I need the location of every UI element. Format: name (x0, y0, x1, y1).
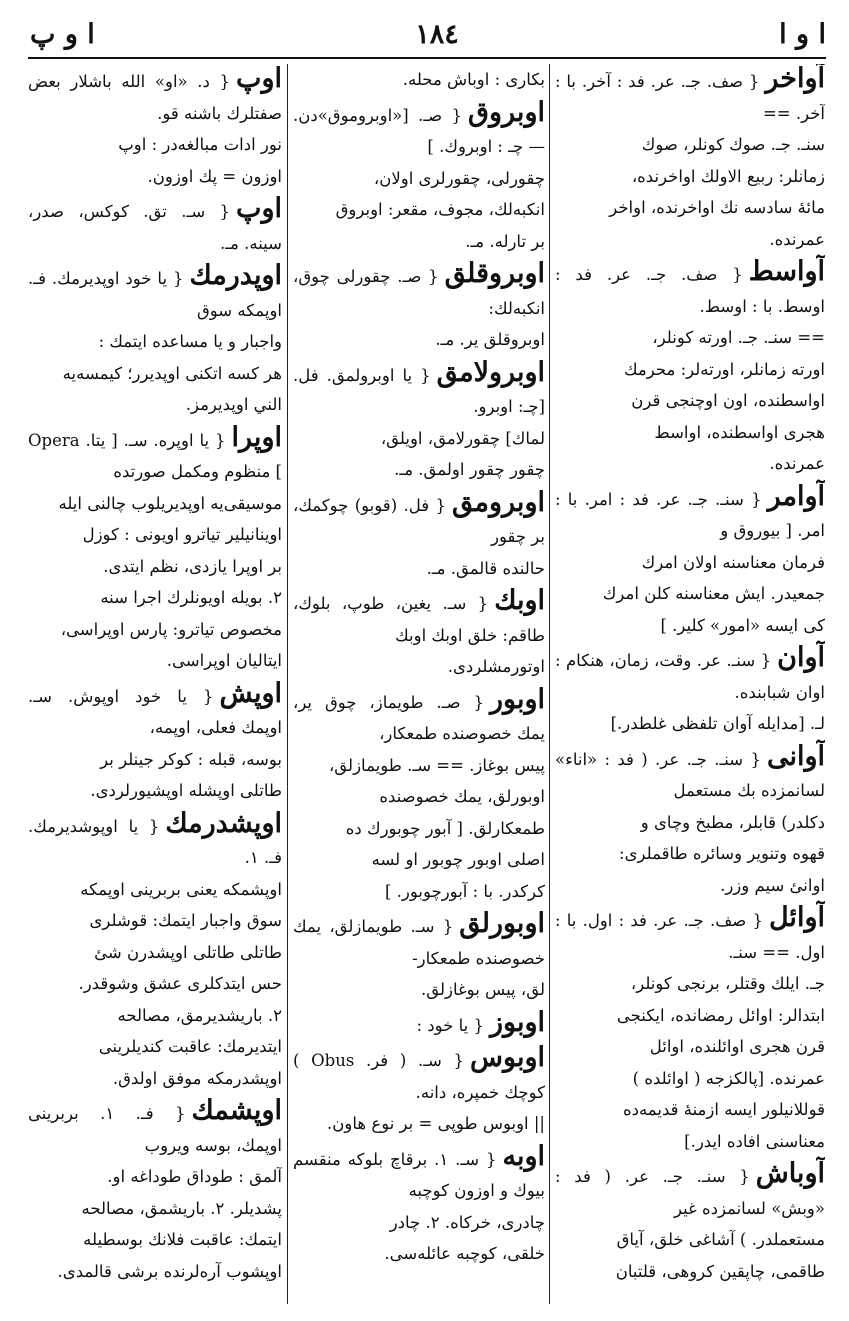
entry-line (293, 974, 545, 1006)
entry-text: اوبورلق، يمك خصوصنده (379, 787, 545, 806)
entry-line (555, 643, 825, 708)
dictionary-entry (293, 259, 545, 356)
column-left (28, 64, 282, 1304)
entry-text: نور ادات مبالغه‌در : اوپ (118, 135, 282, 154)
entry-line (555, 1031, 825, 1063)
running-head-left: ا و پ (30, 18, 95, 50)
entry-text: طاقمى، چاپقين كروهى، قلتبان (615, 1261, 825, 1281)
entry-text: هر كسه اتكنى اوپديرر؛ كيمسه‌يه (62, 363, 282, 383)
entry-text: موسيقى‌يه اوپديريلوب چالنى ايله (58, 493, 282, 513)
entry-text: { صف. جـ. عر. فد : آخر. با : آخر. == (555, 72, 825, 123)
dictionary-entry (555, 903, 825, 1157)
entry-line (28, 64, 282, 129)
entry-line (555, 129, 825, 161)
entry-text: عمرنده. (769, 454, 825, 473)
dictionary-entry (28, 194, 282, 259)
entry-line (28, 744, 282, 776)
entry-text: ايتمك: عاقبت فلانك بوسطيله (83, 1230, 282, 1249)
entry-line (555, 482, 825, 547)
dictionary-entry (293, 1043, 545, 1140)
entry-text: ٢. بويله اويونلرك اجرا سنه (100, 588, 282, 607)
entry-headword: اوپشمك (191, 1095, 282, 1126)
entry-line (555, 192, 825, 224)
entry-line (555, 903, 825, 968)
entry-line (555, 224, 825, 256)
entry-text: { سنـ. جـ. عر. ( فد : «اناء» لسانمزده بك مستعمل (555, 749, 825, 800)
entry-line (293, 1142, 545, 1207)
entry-line (293, 1008, 545, 1042)
entry-headword: اوپشدرمك (165, 807, 282, 839)
entry-text: خلقى، كوچبه عائله‌سى. (384, 1244, 545, 1263)
entry-line (28, 1000, 282, 1032)
entry-text: اوتورمشلردى. (447, 657, 545, 676)
entry-line (293, 259, 545, 324)
entry-text: { يا خود اوپديرمك. فـ. اوپمكه سوق (28, 269, 282, 320)
entry-text: پيس بوغاز. == سـ. طويمازلق، (328, 755, 545, 775)
entry-headword: آوباش (755, 1158, 825, 1189)
entry-text: قوللانيلور ايسه ازمنهٔ قديمه‌ده (622, 1100, 825, 1119)
entry-text: { سـ. طويمازلق، يمك خصوصنده طمعكار- (293, 917, 545, 968)
entry-line (28, 775, 282, 807)
entry-line (28, 937, 282, 969)
entry-headword: اوبروقلق (444, 258, 545, 289)
entry-text: { سـ. يغين، طوپ، بلوك، طاقم: خلق اوبك اوبك (293, 594, 545, 645)
entry-text: مستعملدر. ) آشاغى خلق، آياق (616, 1230, 825, 1249)
entry-line (293, 781, 545, 813)
entry-line (28, 1031, 282, 1063)
dictionary-entry (293, 98, 545, 258)
entry-text: { سـ. تق. كوكس، صدر، سينه. مـ. (28, 202, 282, 253)
entry-line (555, 322, 825, 354)
entry-headword: آوائل (768, 902, 825, 933)
entry-headword: اوبوس (470, 1042, 545, 1073)
entry-line (28, 968, 282, 1000)
entry-line (293, 163, 545, 195)
entry-line (555, 161, 825, 193)
entry-line (555, 448, 825, 480)
dictionary-entry (28, 1096, 282, 1287)
entry-line (28, 1193, 282, 1225)
entry-headword: اوبورلق (459, 908, 545, 939)
entry-line (28, 905, 282, 937)
entry-text: { سنـ. جـ. عر. فد : امر. با : امر. [ بيوروق و (555, 489, 825, 540)
entry-headword: اوپرا (231, 421, 282, 453)
entry-line (555, 354, 825, 386)
entry-line (555, 708, 825, 740)
entry-line (28, 261, 282, 326)
dictionary-entry (293, 64, 545, 96)
entry-text: الني اوپديرمز. (185, 395, 282, 414)
entry-line (293, 194, 545, 226)
entry-text: قرن هجرى اوائلنده، اوائل (649, 1037, 825, 1056)
entry-text: كى ايسه «امور» كلير. ] (660, 615, 825, 635)
entry-text: { يا خود اوپوش. سـ. اوپمك فعلى، اوپمه، (28, 686, 282, 737)
dictionary-entry (293, 1008, 545, 1042)
entry-text: مخصوص تياترو: پارس اوپراسى، (60, 619, 282, 639)
entry-line (28, 874, 282, 906)
entry-text: سنـ. جـ. صوك كونلر، صوك (641, 135, 825, 154)
entry-text: واجبار و يا مساعده ايتمك : (98, 332, 282, 351)
entry-text: اصلى اوبور چوبور او لسه (371, 850, 545, 869)
entry-text: چقور چقور اولمق. مـ. (394, 460, 545, 479)
entry-line (293, 454, 545, 486)
entry-text: { سـ. ( فر. Obus ) كوچك خمپره، دانه. (293, 1051, 545, 1102)
entry-text: جمعيدر. ايش معناسنه كلن امرك (602, 584, 825, 603)
entry-line (293, 358, 545, 423)
entry-line (293, 1207, 545, 1239)
entry-headword: آوامر (767, 480, 825, 512)
entry-line (28, 423, 282, 488)
entry-line (28, 129, 282, 161)
entry-text: حس ايتدكلرى عشق وشوقدر. (78, 974, 282, 993)
entry-text: معناسنى افاده ايدر.] (684, 1131, 825, 1151)
entry-line (28, 679, 282, 744)
entry-headword: آوانى (766, 740, 825, 772)
entry-line (28, 582, 282, 614)
running-head (30, 14, 826, 54)
entry-line (293, 909, 545, 974)
entry-line (28, 389, 282, 421)
entry-text: جـ. ايلك وقتلر، برنجى كونلر، (630, 974, 825, 993)
entry-line (293, 876, 545, 908)
entry-text: { صف. جـ. عر. فد : اول. با : اول. == سنـ. (555, 911, 825, 962)
entry-line (293, 750, 545, 782)
entry-text: { د. «او» الله باشلار بعض صفتلرك باشنه قو. (28, 72, 282, 123)
entry-line (293, 324, 545, 356)
entry-text: { سنـ. جـ. عر. ( فد : «وبش» لسانمزده غير (555, 1167, 825, 1218)
entry-text: انكبه‌لك، مجوف، مقعر: اوبروق (335, 200, 545, 219)
entry-line (555, 1256, 825, 1288)
entry-text: || اوبوس طوپى = بر نوع هاون. (327, 1114, 545, 1133)
entry-line (555, 1000, 825, 1032)
dictionary-entry (293, 909, 545, 1006)
entry-line (28, 551, 282, 583)
entry-text: سوق واجبار ايتمك: قوشلرى (89, 911, 282, 930)
entry-line (293, 651, 545, 683)
entry-text: چقورلى، چقورلرى اولان، (373, 168, 545, 188)
running-head-right: ا و ا (779, 18, 826, 50)
entry-line (555, 578, 825, 610)
dictionary-entry (293, 1142, 545, 1270)
entry-text: { صـ. طويماز، چوق ير، يمك خصوصنده طمعكار، (293, 692, 545, 743)
column-separator (287, 64, 288, 1304)
entry-line (555, 64, 825, 129)
entry-line (555, 1094, 825, 1126)
entry-text: بوسه، قبله : كوكر جينلر بر (100, 749, 282, 769)
dictionary-entry (555, 742, 825, 902)
entry-line (555, 838, 825, 870)
entry-text: { صـ. [«اوبروموق»دن. — چـ : اوبروك. ] (293, 105, 545, 156)
entry-text: ابتدالر: اوائل رمضانده، ايكنجى (616, 1005, 825, 1025)
entry-headword: آواسط (748, 256, 825, 287)
entry-line (293, 586, 545, 651)
entry-text: { صـ. چقورلى چوق، انكبه‌لك: (293, 267, 545, 318)
entry-text: هجرى اواسطنده، اواسط (654, 422, 825, 442)
entry-text: دكلدر) قابلر، مطبخ وچاى و (640, 812, 825, 832)
entry-text: بر تارله. مـ. (465, 231, 545, 251)
entry-line (555, 1126, 825, 1158)
entry-line (293, 488, 545, 553)
entry-text: لماك] چقورلامق، اويلق، (380, 428, 545, 448)
entry-text: { يا اوپوشديرمك. فـ. ١. (28, 816, 282, 867)
entry-text: { يا خود : (416, 1015, 484, 1035)
entry-text: اوبروقلق ير. مـ. (435, 330, 545, 349)
column-right (555, 64, 825, 1304)
entry-text: اوپشدرمكه موفق اولدق. (112, 1068, 282, 1088)
page-number: ١٨٤ (415, 18, 459, 50)
entry-line (28, 614, 282, 646)
entry-line (293, 226, 545, 258)
dictionary-entry (28, 423, 282, 677)
entry-headword: اوبرومق (452, 486, 545, 518)
dictionary-entry (555, 257, 825, 480)
entry-text: چادرى، خركاه. ٢. چادر (389, 1212, 545, 1232)
entry-line (28, 194, 282, 259)
entry-text: { فـ. ١. بربرينى اوپمك، بوسه ويروب (28, 1104, 282, 1155)
dictionary-entry (555, 1159, 825, 1287)
entry-text: مائهٔ سادسه نك اواخرنده، اواخر (609, 198, 825, 217)
dictionary-entry (28, 809, 282, 1095)
header-rule (28, 57, 826, 59)
entry-line (28, 161, 282, 193)
entry-line (555, 1224, 825, 1256)
entry-text: بر اوپرا يازدى، نظم ايتدى. (103, 556, 282, 576)
dictionary-entry (293, 685, 545, 908)
entry-text: فرمان معناسنه اولان امرك (641, 552, 825, 572)
dictionary-entry (293, 358, 545, 486)
entry-line (555, 968, 825, 1000)
entry-line (293, 685, 545, 750)
dictionary-entry (293, 586, 545, 683)
entry-line (555, 610, 825, 642)
entry-line (555, 547, 825, 579)
dictionary-entry (555, 64, 825, 255)
entry-text: اوپشوب آره‌لرنده برشى قالمدى. (57, 1261, 282, 1281)
entry-headword: اوبه (502, 1140, 545, 1172)
entry-line (293, 553, 545, 585)
entry-headword: اوپ (236, 193, 282, 224)
entry-text: اوزون = پك اوزون. (147, 166, 282, 186)
entry-text: طاتلى طاتلى اوپشدرن شئ (94, 942, 282, 962)
entry-line (555, 742, 825, 807)
entry-text: آلمق : طوداق طوداغه او. (107, 1167, 282, 1186)
entry-headword: آوان (777, 642, 825, 673)
entry-line (555, 807, 825, 839)
dictionary-entry (28, 261, 282, 421)
entry-line (293, 64, 545, 96)
dictionary-entry (293, 488, 545, 585)
entry-text: { صف. جـ. عر. فد : اوسط. با : اوسط. (555, 265, 825, 316)
dictionary-entry (28, 679, 282, 807)
entry-headword: اوبور (489, 683, 545, 715)
entry-headword: اوپدرمك (189, 260, 282, 291)
entry-line (28, 809, 282, 874)
entry-line (555, 1063, 825, 1095)
entry-line (28, 326, 282, 358)
entry-line (293, 813, 545, 845)
column-separator (549, 64, 550, 1304)
entry-text: طمعكارلق. [ آبور چوبورك ده (345, 818, 545, 838)
entry-text: پشديلر. ٢. باريشمق، مصالحه (81, 1198, 282, 1218)
entry-line (28, 519, 282, 551)
entry-line (293, 1238, 545, 1270)
entry-text: اوانئ سيم وزر. (720, 875, 825, 895)
entry-text: اوپشمكه يعنى بربرينى اوپمكه (80, 879, 282, 899)
entry-line (555, 417, 825, 449)
entry-headword: اوبوز (489, 1006, 545, 1038)
entry-text: قهوه وتنوير وسائره طاقملرى: (619, 844, 825, 863)
entry-text: بكارى : اوباش محله. (402, 70, 545, 89)
entry-line (293, 1108, 545, 1140)
dictionary-entry (555, 482, 825, 642)
entry-headword: آواخر (765, 64, 825, 94)
entry-text: طاتلى اوپشله اوپشيورلردى. (90, 781, 282, 800)
entry-line (28, 1161, 282, 1193)
entry-line (293, 423, 545, 455)
entry-line (28, 1224, 282, 1256)
column-middle (293, 64, 545, 1304)
entry-headword: اوپش (219, 677, 282, 709)
entry-line (555, 257, 825, 322)
entry-text: زمانلر: ربيع الاولك اواخرنده، (631, 166, 825, 186)
entry-text: حالنده قالمق. مـ. (426, 558, 545, 578)
entry-line (293, 1043, 545, 1108)
entry-line (555, 385, 825, 417)
entry-headword: اوبك (494, 585, 545, 616)
entry-text: { فل. (قوبو) چوكمك، بر چقور (293, 495, 545, 546)
entry-text: == سنـ. جـ. اورته كونلر، (652, 328, 825, 347)
entry-text: اواسطنده، اون اوچنجى قرن (631, 391, 825, 410)
entry-text: كركدر. با : آبورچوبور. ] (384, 881, 545, 901)
entry-text: اوينانيلير تياترو اويونى : كوزل (82, 525, 282, 544)
entry-line (28, 645, 282, 677)
dictionary-entry (28, 64, 282, 192)
entry-text: { سنـ. عر. وقت، زمان، هنكام : اوان شبابنده. (555, 651, 825, 702)
entry-headword: اوبروق (468, 96, 545, 128)
entry-text: ٢. باريشديرمق، مصالحه (117, 1005, 282, 1025)
entry-text: لق، پيس بوغازلق. (421, 980, 545, 999)
entry-text: { يا اوپره. سـ. [ يتا. Opera ] منظوم ومكمل صورتده (28, 430, 282, 481)
entry-text: عمرنده. [پالكزجه ( اوائلده ) (632, 1068, 825, 1088)
entry-line (293, 844, 545, 876)
dictionary-entry (555, 643, 825, 740)
entry-headword: اوپ (236, 64, 282, 94)
entry-text: ايتاليان اوپراسى. (166, 651, 282, 670)
entry-line (28, 1096, 282, 1161)
entry-line (28, 1063, 282, 1095)
entry-line (28, 488, 282, 520)
entry-line (555, 870, 825, 902)
entry-text: اورته زمانلر، اورته‌لر: محرمك (624, 359, 825, 379)
entry-text: { يا اوبرولمق. فل. [چـ: اوبرو. (293, 365, 545, 416)
entry-line (28, 358, 282, 390)
entry-text: ايتديرمك: عاقبت كنديلرينى (98, 1037, 282, 1056)
entry-text: لـ. [مدايله آوان تلفظى غلطدر.] (610, 714, 825, 733)
entry-headword: اوبرولامق (436, 356, 545, 388)
entry-line (28, 1256, 282, 1288)
entry-line (293, 98, 545, 163)
entry-line (555, 1159, 825, 1224)
entry-text: عمرنده. (769, 229, 825, 249)
entry-text: { سـ. ١. برقاچ بلوكه منقسم بيوك و اوزون كوچبه (293, 1149, 545, 1200)
